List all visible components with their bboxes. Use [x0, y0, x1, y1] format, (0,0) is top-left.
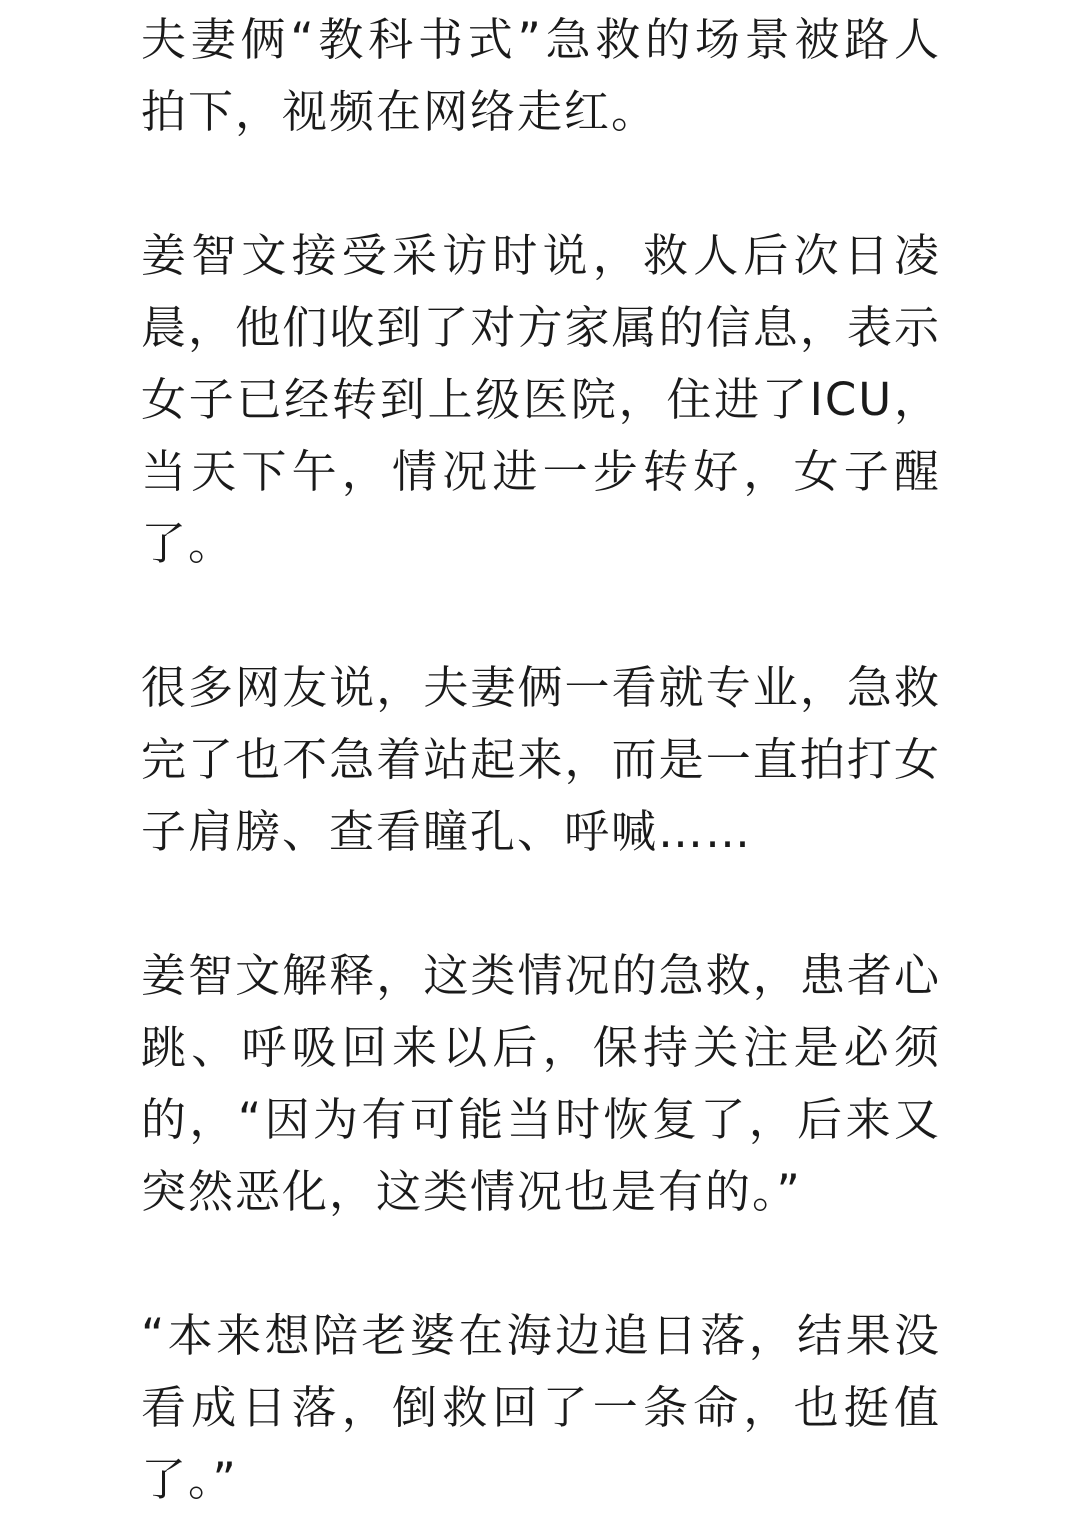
article-body — [141, 4, 941, 1516]
paragraph-3: 很多网友说，夫妻俩一看就专业，急救完了也不急着站起来，而是一直拍打女子肩膀、查看瞳孔、呼喊…… — [141, 661, 941, 858]
paragraph-2: 姜智文接受采访时说，救人后次日凌晨，他们收到了对方家属的信息，表示女子已经转到上级医院，住进了ICU，当天下午，情况进一步转好，女子醒了。 — [141, 229, 941, 570]
paragraph-1: 夫妻俩“教科书式”急救的场景被路人拍下，视频在网络走红。 — [141, 13, 941, 138]
paragraph-4: 姜智文解释，这类情况的急救，患者心跳、呼吸回来以后，保持关注是必须的，“因为有可能当时恢复了，后来又突然恶化，这类情况也是有的。” — [141, 949, 941, 1218]
paragraph-5: “本来想陪老婆在海边追日落，结果没看成日落，倒救回了一条命，也挺值了。” — [141, 1309, 941, 1506]
